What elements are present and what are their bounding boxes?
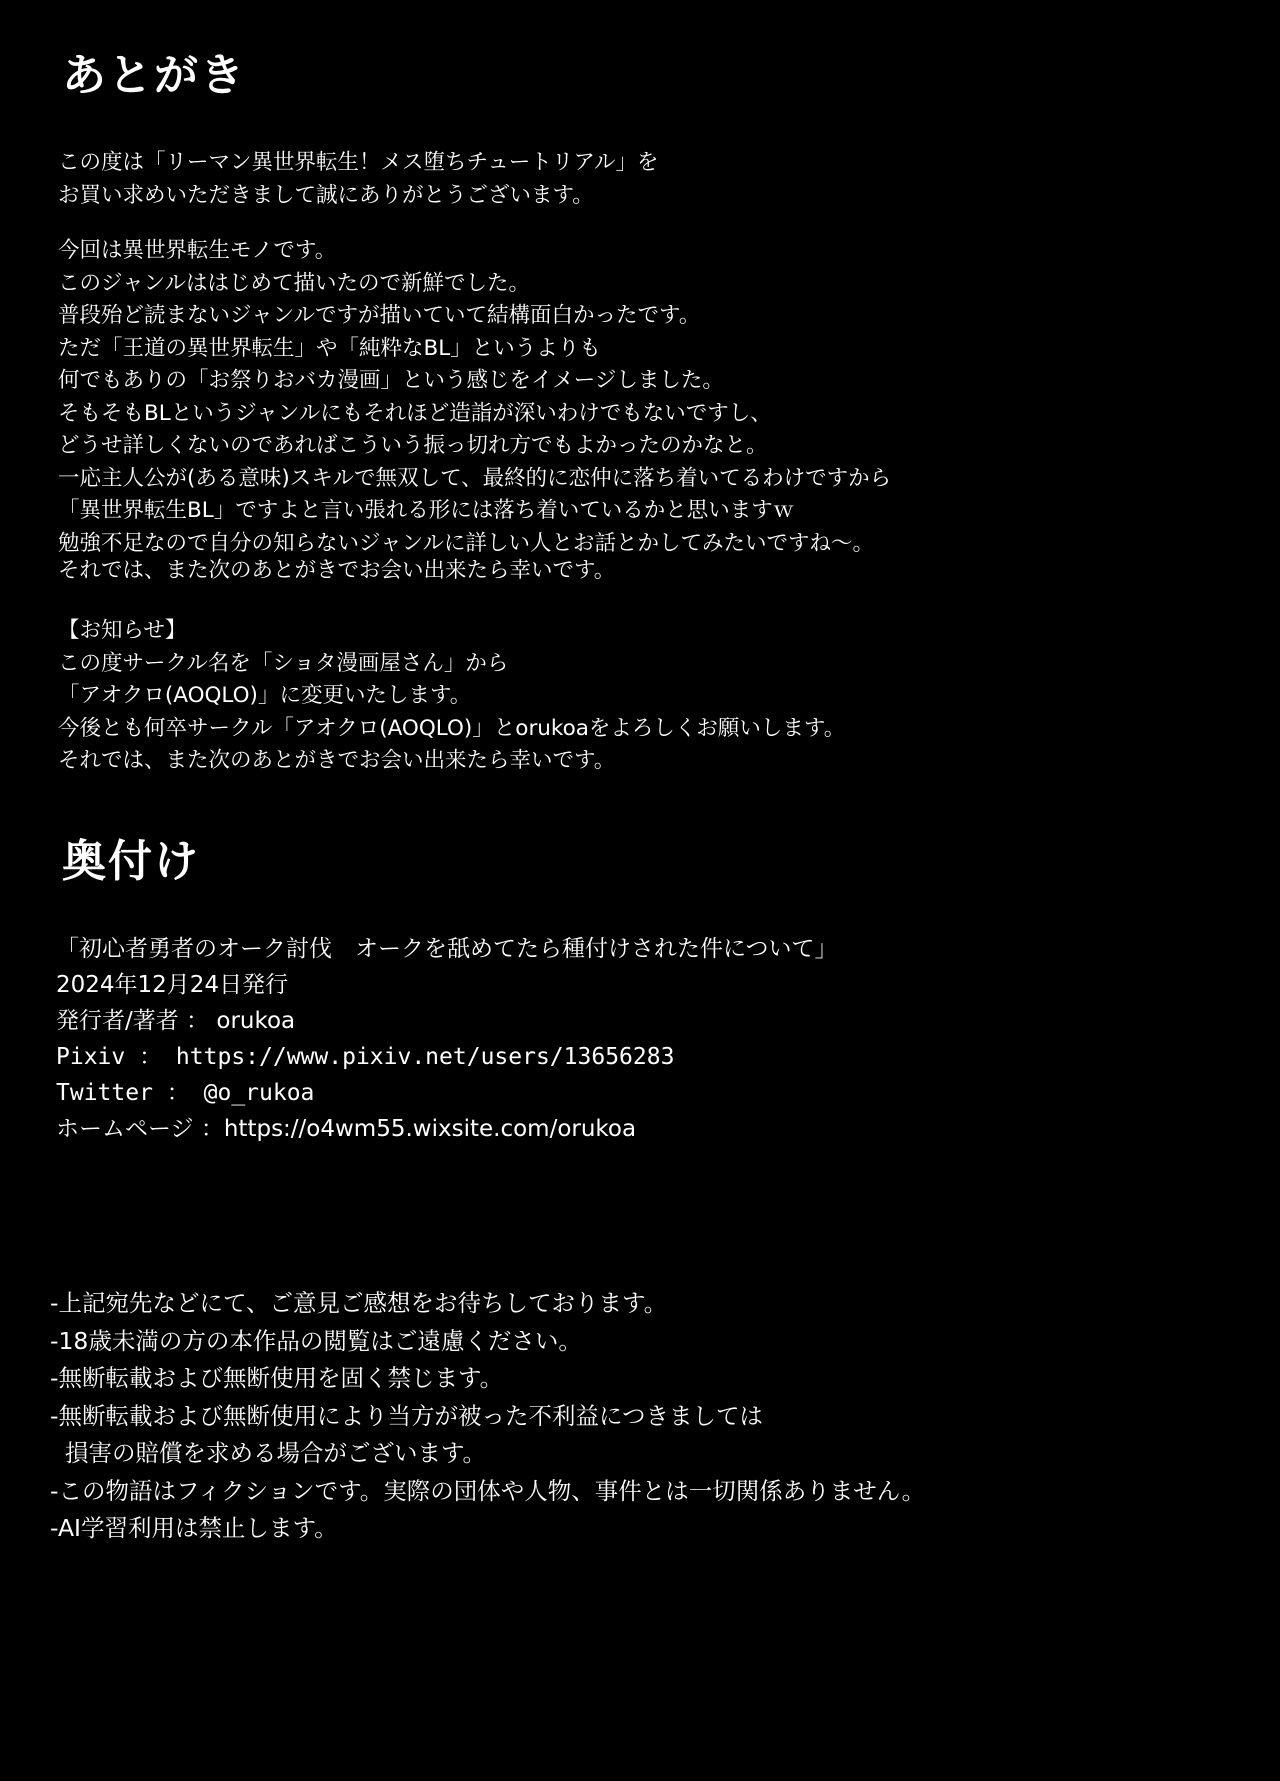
notice-item: 損害の賠償を求める場合がございます。 <box>50 1439 487 1467</box>
afterword-line: どうせ詳しくないのであればこういう振っ切れ方でもよかったのかなと。 <box>58 433 768 458</box>
afterword-line: 今回は異世界転生モノです。 <box>58 238 337 263</box>
afterword-line: それでは、また次のあとがきでお会い出来たら幸いです。 <box>58 558 616 583</box>
afterword-heading: あとがき <box>62 50 246 101</box>
colophon-heading: 奥付け <box>62 836 200 887</box>
notice-item: -この物語はフィクションです。実際の団体や人物、事件とは一切関係ありません。 <box>50 1476 926 1505</box>
colophon-twitter-handle[interactable]: Twitter ： @o_rukoa <box>56 1080 315 1106</box>
colophon-pixiv-link[interactable]: Pixiv ： https://www.pixiv.net/users/13656283 <box>56 1044 675 1070</box>
colophon-work-title: 「初心者勇者のオーク討伐 オークを舐めてたら種付けされた件について」 <box>56 936 838 962</box>
afterword-line: それでは、また次のあとがきでお会い出来たら幸いです。 <box>58 748 616 773</box>
afterword-line: この度サークル名を「ショタ漫画屋さん」から <box>58 650 509 676</box>
afterword-line: 「アオクロ(AOQLO)」に変更いたします。 <box>58 683 472 708</box>
afterword-line: ただ「王道の異世界転生」や「純粋なBL」というよりも <box>58 335 601 361</box>
afterword-line: 今後とも何卒サークル「アオクロ(AOQLO)」とorukoaをよろしくお願いします。 <box>58 715 846 741</box>
afterword-line: お買い求めいただきまして誠にありがとうございます。 <box>58 182 594 208</box>
legal-notice-list <box>50 1289 926 1555</box>
afterword-line: 何でもありの「お祭りおバカ漫画」という感じをイメージしました。 <box>58 368 724 393</box>
colophon-publisher: 発行者/著者 ： orukoa <box>56 1008 296 1034</box>
afterword-line: このジャンルははじめて描いたので新鮮でした。 <box>58 270 531 296</box>
notice-item: -AI学習利用は禁止します。 <box>50 1514 338 1542</box>
afterword-paragraph-1 <box>58 152 659 217</box>
afterword-line: 「異世界転生BL」ですよと言い張れる形には落ち着いているかと思いますｗ <box>58 498 795 523</box>
afterword-line: 一応主人公が(ある意味)スキルで無双して、最終的に恋仲に落ち着いてるわけですから <box>58 465 892 491</box>
afterword-line: 普段殆ど読まないジャンルですが描いていて結構面白かったです。 <box>58 303 701 328</box>
afterword-paragraph-2 <box>58 240 891 565</box>
afterword-line: そもそもBLというジャンルにもそれほど造詣が深いわけでもないですし、 <box>58 400 772 426</box>
afterword-notice-block <box>58 620 845 783</box>
colophon-publish-date: 2024年12月24日発行 <box>56 972 289 998</box>
colophon-homepage-link[interactable]: ホームページ ：https://o4wm55.wixsite.com/orukoa <box>56 1116 637 1142</box>
afterword-line: 【お知らせ】 <box>58 618 187 643</box>
notice-item: -18歳未満の方の本作品の閲覧はご遠慮ください。 <box>50 1326 582 1355</box>
notice-item: -上記宛先などにて、ご意見ご感想をお待ちしております。 <box>50 1289 668 1317</box>
afterword-paragraph-3 <box>58 560 615 593</box>
notice-item: -無断転載および無断使用により当方が被った不利益につきましては <box>50 1401 764 1430</box>
colophon-details <box>56 938 838 1154</box>
afterword-line: 勉強不足なので自分の知らないジャンルに詳しい人とお話とかしてみたいですね〜。 <box>58 530 875 556</box>
afterword-line: この度は「リーマン異世界転生！メス堕ちチュートリアル」を <box>58 150 659 175</box>
notice-item: -無断転載および無断使用を固く禁じます。 <box>50 1364 504 1392</box>
